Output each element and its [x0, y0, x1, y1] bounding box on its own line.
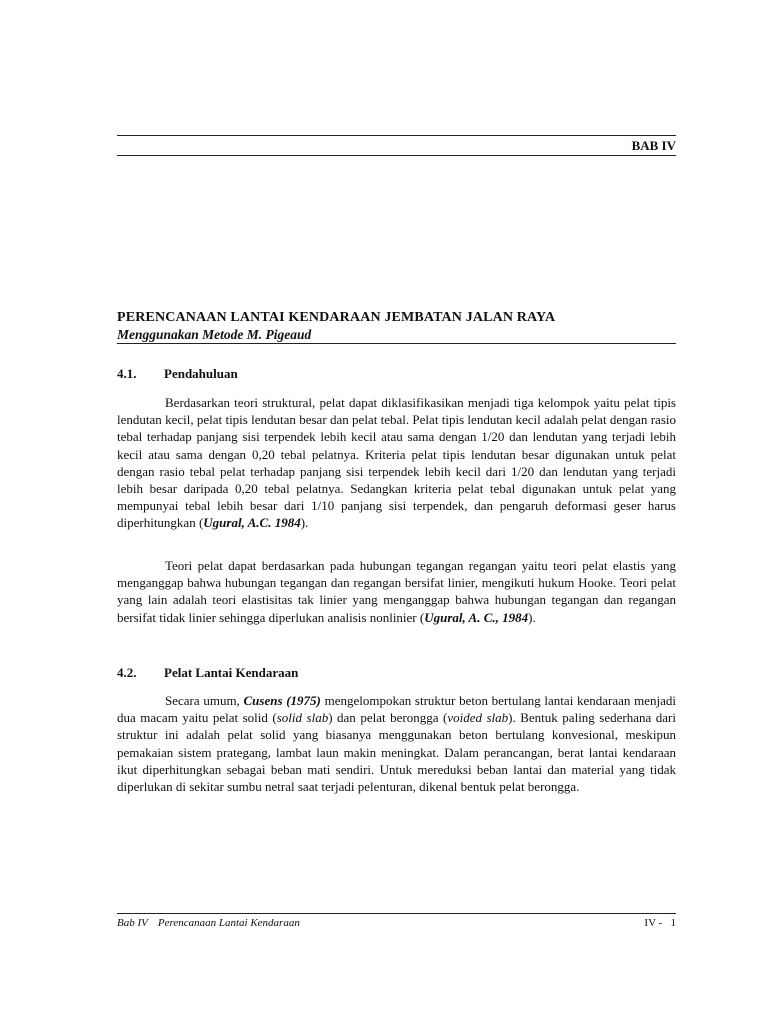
- footer-page-prefix: IV -: [644, 917, 663, 929]
- header-bottom-rule: [117, 155, 676, 156]
- section-heading-4-2: [117, 665, 298, 681]
- footer-rule: [117, 913, 676, 914]
- paragraph-text: Secara umum,: [165, 693, 244, 708]
- citation: Ugural, A.C. 1984: [203, 515, 301, 531]
- paragraph-4-1-1: [117, 394, 676, 532]
- paragraph-text: ). Bentuk paling sederhana dari struktur ini adalah pelat solid yang biasanya menggunakan beton bertulang konvesional, meskipun pemakaian sistem prategang, lambat laun makin meningkat. Dalam perancangan, berat lantai kendaraan ikut diperhitungkan sebagai beban mati sendiri. Untuk mereduksi beban lantai dan material yang tidak diperlukan di sekitar sumbu netral saat terjadi pelenturan, dikenal bentuk pelat berongga.: [117, 710, 676, 795]
- section-number: 4.2.: [117, 665, 137, 680]
- paragraph-text: Berdasarkan teori struktural, pelat dapat diklasifikasikan menjadi tiga kelompok yaitu pelat tipis lendutan kecil, pelat tipis lendutan besar dan pelat tebal. Pelat tipis lendutan kecil adalah pelat dengan rasio tebal terhadap panjang sisi terpendek lebih kecil atau sama dengan 1/20 dan lendutan yang terjadi lebih kecil atau sama dengan 0,20 tebal pelatnya. Kriteria pelat tipis lendutan besar digunakan untuk pelat dengan rasio tebal pelat terhadap panjang sisi terpendek lebih kecil dari 1/20 dan lendutan yang terjadi lebih besar daripada 0,20 tebal pelatnya. Sedangkan kriteria pelat tebal digunakan untuk pelat yang mempunyai tebal lebih besar dari 1/10 panjang sisi terpendek, dan pengaruh deformasi geser harus diperhitungkan (: [117, 395, 676, 531]
- citation: Cusens (1975): [243, 693, 321, 708]
- paragraph-end: ).: [528, 609, 536, 625]
- paragraph-4-1-2: [117, 557, 676, 626]
- footer-title: Perencanaan Lantai Kendaraan: [157, 917, 300, 929]
- page-subtitle: Menggunakan Metode M. Pigeaud: [117, 327, 312, 342]
- paragraph-text: mengelompokan struktur beton bertulang lantai kendaraan menjadi dua macam yaitu pelat solid (: [117, 693, 676, 726]
- title-rule: [117, 343, 676, 344]
- footer-left: [117, 917, 310, 929]
- paragraph-text: ) dan pelat berongga (: [328, 710, 448, 726]
- chapter-label: BAB IV: [631, 138, 676, 153]
- section-number: 4.1.: [117, 366, 137, 381]
- section-heading-4-1: [117, 366, 238, 382]
- paragraph-text: Teori pelat dapat berdasarkan pada hubungan tegangan regangan yaitu teori pelat elastis yang menganggap bahwa hubungan tegangan dan regangan bersifat linier, mengikuti hukum Hooke. Teori pelat yang lain adalah teori elastisitas tak linier yang menganggap bahwa hubungan tegangan dan regangan bersifat tidak linier sehingga diperlukan analisis nonlinier (: [117, 558, 676, 625]
- footer-page: [644, 917, 676, 929]
- page-title: PERENCANAAN LANTAI KENDARAAN JEMBATAN JALAN RAYA: [117, 310, 556, 325]
- section-title: Pendahuluan: [164, 366, 238, 381]
- paragraph-4-2-1: [117, 692, 676, 795]
- section-title: Pelat Lantai Kendaraan: [164, 665, 299, 680]
- italic-term: voided slab: [447, 710, 509, 726]
- header-top-rule: [117, 135, 676, 136]
- footer-chapter: Bab IV: [117, 917, 148, 929]
- paragraph-end: ).: [300, 515, 309, 531]
- citation: Ugural, A. C., 1984: [424, 609, 529, 625]
- italic-term: solid slab: [276, 710, 329, 726]
- title-block: [117, 309, 676, 343]
- page-number: 1: [670, 917, 676, 929]
